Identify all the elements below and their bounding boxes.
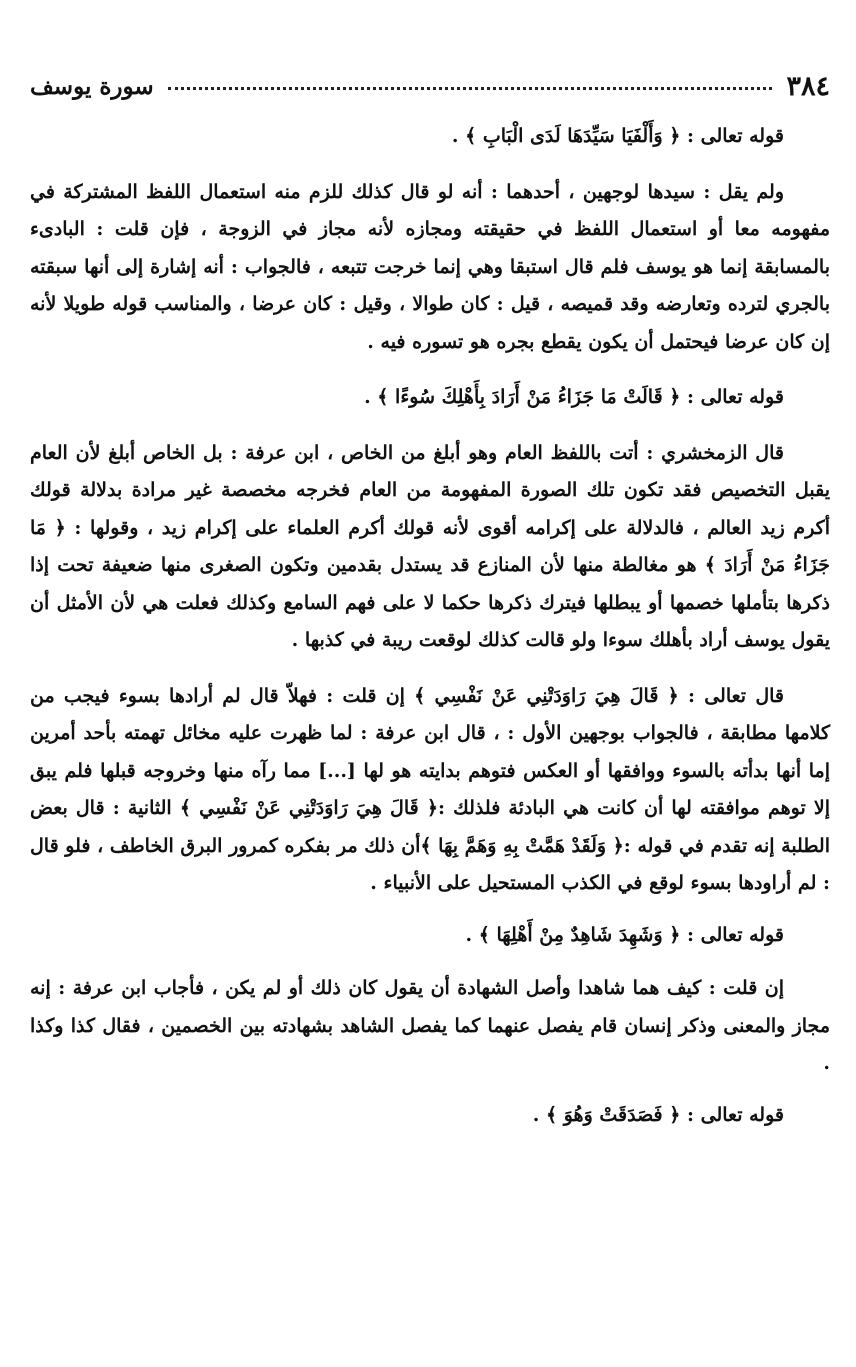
- paragraph-text: قال تعالى : ﴿ قَالَ هِيَ رَاوَدَتْنِي عَنْ نَفْسِي ﴾ إن قلت : فهلاّ قال لم أرادها بسوء فيجب من كلامها مطابقة ، فالجواب بوجهين الأول : ، قال ابن عرفة : لما ظهرت عليه مخائل تهمته بأحد أمرين إما أنها بدأته بالسوء ووافقها أو العكس فتوهم بدايته هو لها [...] مما رآه منها وخروجه قبلها فلم يبق إلا توهم موافقته لها أن كانت هي البادئة فلذلك :﴿ قَالَ هِيَ رَاوَدَتْنِي عَنْ نَفْسِي ﴾ الثانية : قال بعض الطلبة إنه تقدم في قوله :﴿ وَلَقَدْ هَمَّتْ بِهِ وَهَمَّ بِهَا ﴾أن ذلك مر بفكره كمرور البرق الخاطف ، فلو قال : لم أراودها بسوء لوقع في الكذب المستحيل على الأنبياء .: [30, 684, 830, 894]
- page-header: [30, 66, 830, 106]
- verse-text: قوله تعالى : ﴿ فَصَدَقَتْ وَهُوَ ﴾ .: [532, 1103, 784, 1126]
- verse-text: قوله تعالى : ﴿ وَشَهِدَ شَاهِدٌ مِنْ أَهْلِهَا ﴾ .: [465, 923, 784, 946]
- commentary-paragraph: [30, 678, 830, 903]
- running-title: سورة يوسف: [30, 72, 154, 100]
- verse-heading: [30, 1097, 830, 1135]
- dotted-leader: [168, 87, 773, 90]
- verse-heading: [30, 917, 830, 955]
- page-number: ٣٨٤: [786, 70, 830, 102]
- paragraph-text: إن قلت : كيف هما شاهدا وأصل الشهادة أن يقول كان ذلك أو لم يكن ، فأجاب ابن عرفة : إنه مجاز والمعنى وذكر إنسان قام يفصل عنهما كما يفصل الشاهد بشهادته بين الخصمين ، فقال كذا وكذا .: [30, 977, 830, 1074]
- commentary-paragraph: [30, 970, 830, 1083]
- verse-heading: [30, 118, 830, 156]
- verse-heading: [30, 379, 830, 417]
- verse-text: قوله تعالى : ﴿ قَالَتْ مَا جَزَاءُ مَنْ أَرَادَ بِأَهْلِكَ سُوءًا ﴾ .: [364, 386, 784, 408]
- verse-text: قوله تعالى : ﴿ وَأَلْفَيَا سَيِّدَهَا لَدَى الْبَابِ ﴾ .: [451, 125, 784, 147]
- page-body: [30, 118, 830, 1134]
- commentary-paragraph: [30, 174, 830, 362]
- commentary-paragraph: [30, 435, 830, 660]
- paragraph-text: ولم يقل : سيدها لوجهين ، أحدهما : أنه لو قال كذلك للزم منه استعمال اللفظ المشتركة في مفهومه معا أو استعمال اللفظ في حقيقته ومجازه لأنه مجاز في الزوجة ، فإن قلت : البادىء بالمسابقة إنما هو يوسف فلم قال استبقا وهي إنما خرجت تتبعه ، فالجواب : أنه إشارة إلى أنها سبقته بالجري لترده وتعارضه وقد قميصه ، قيل : كان طوالا ، وقيل : كان عرضا ، والمناسب قوله طويلا لأنه إن كان عرضا فيحتمل أن يكون يقطع بجره هو تسوره فيه .: [30, 180, 830, 353]
- paragraph-text: قال الزمخشري : أتت باللفظ العام وهو أبلغ من الخاص ، ابن عرفة : بل الخاص أبلغ لأن العام يقبل التخصيص فقد تكون تلك الصورة المفهومة من العام فخرجه مخصصة غير مرادة بدلالة قولك أكرم زيد العالم ، فالدلالة على إكرامه أقوى لأنه قولك أكرم العلماء على إكرام زيد ، وقولها : ﴿ مَا جَزَاءُ مَنْ أَرَادَ ﴾ هو مغالطة منها لأن المنازع قد يستدل بقدمين وتكون الصغرى منها ضعيفة تحت إذا ذكرها بتأملها خصمها أو يبطلها فيترك ذكرها حكما لا على فهم السامع وكذلك فعلت هي لأن الأمثل أن يقول يوسف أراد بأهلك سوءا ولو قالت كذلك لوقعت ريبة في كذبها .: [30, 441, 830, 651]
